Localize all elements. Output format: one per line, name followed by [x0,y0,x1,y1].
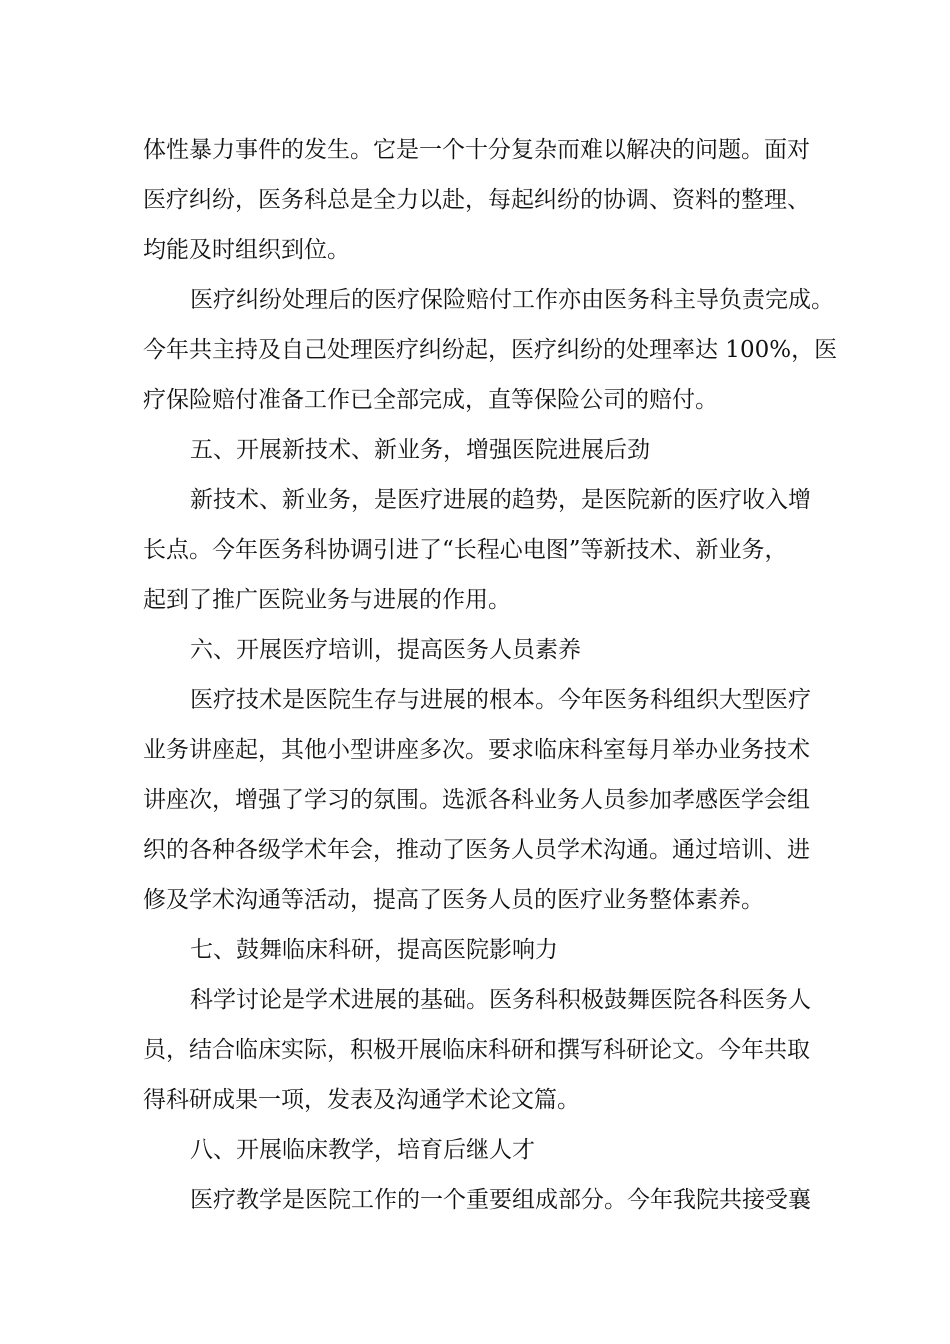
body-text-line: 疗保险赔付准备工作已全部完成，直等保险公司的赔付。 [143,387,718,413]
section-heading: 六、开展医疗培训，提高医务人员素养 [190,637,581,663]
paragraph-first-line: 医疗技术是医院生存与进展的根本。今年医务科组织大型医疗 [190,687,811,713]
body-text-line: 均能及时组织到位。 [143,237,350,263]
body-text-line: 织的各种各级学术年会，推动了医务人员学术沟通。通过培训、进 [143,837,810,863]
body-text-line: 长点。今年医务科协调引进了“长程心电图”等新技术、新业务， [143,537,788,563]
body-text-line: 医疗纠纷，医务科总是全力以赴，每起纠纷的协调、资料的整理、 [143,187,810,213]
section-heading: 五、开展新技术、新业务，增强医院进展后劲 [190,437,650,463]
paragraph-first-line: 科学讨论是学术进展的基础。医务科积极鼓舞医院各科医务人 [190,987,811,1013]
paragraph-first-line: 新技术、新业务，是医疗进展的趋势，是医院新的医疗收入增 [190,487,811,513]
body-text-line: 体性暴力事件的发生。它是一个十分复杂而难以解决的问题。面对 [143,137,810,163]
body-text-line: 业务讲座起，其他小型讲座多次。要求临床科室每月举办业务技术 [143,737,810,763]
body-text-line: 起到了推广医院业务与进展的作用。 [143,587,511,613]
body-text-line: 得科研成果一项，发表及沟通学术论文篇。 [143,1087,580,1113]
section-heading: 八、开展临床教学，培育后继人才 [190,1137,535,1163]
body-text-line: 员，结合临床实际，积极开展临床科研和撰写科研论文。今年共取 [143,1037,810,1063]
paragraph-first-line: 医疗纠纷处理后的医疗保险赔付工作亦由医务科主导负责完成。 [190,287,834,313]
body-text-line: 讲座次，增强了学习的氛围。选派各科业务人员参加孝感医学会组 [143,787,810,813]
section-heading: 七、鼓舞临床科研，提高医院影响力 [190,937,558,963]
body-text-line: 修及学术沟通等活动，提高了医务人员的医疗业务整体素养。 [143,887,764,913]
body-text-line: 今年共主持及自己处理医疗纠纷起，医疗纠纷的处理率达 100%，医 [143,337,838,363]
paragraph-first-line: 医疗教学是医院工作的一个重要组成部分。今年我院共接受襄 [190,1187,811,1213]
